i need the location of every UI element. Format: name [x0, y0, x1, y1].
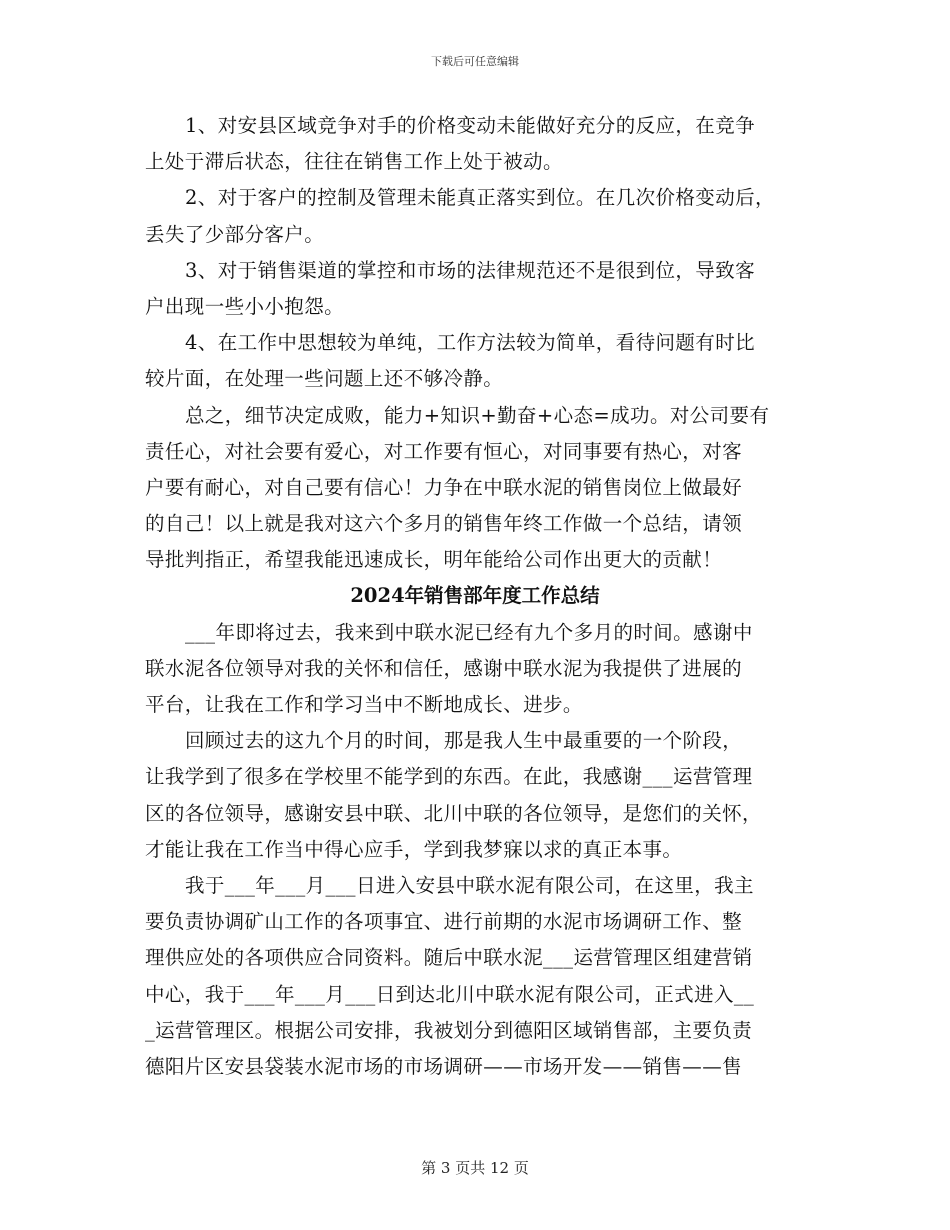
text-line: 导批判指正，希望我能迅速成长，明年能给公司作出更大的贡献！: [145, 548, 723, 572]
text-line: 丢失了少部分客户。: [145, 222, 325, 246]
text-line: 我于___年___月___日进入安县中联水泥有限公司，在这里，我主: [185, 873, 754, 897]
section-title: 2024年销售部年度工作总结: [350, 584, 600, 608]
page-header: 下载后可任意编辑: [431, 55, 519, 68]
text-line: 上处于滞后状态，往往在销售工作上处于被动。: [145, 150, 563, 174]
text-line: 让我学到了很多在学校里不能学到的东西。在此，我感谢___运营管理: [145, 765, 753, 789]
text-line: 户要有耐心，对自己要有信心！力争在中联水泥的销售岗位上做最好: [145, 475, 743, 499]
text-line: ___年即将过去，我来到中联水泥已经有九个多月的时间。感谢中: [185, 620, 753, 644]
text-line: 责任心，对社会要有爱心，对工作要有恒心，对同事要有热心，对客: [145, 439, 743, 463]
text-line: 2、对于客户的控制及管理未能真正落实到位。在几次价格变动后，: [185, 186, 775, 210]
text-line: 才能让我在工作当中得心应手，学到我梦寐以求的真正本事。: [145, 837, 683, 861]
text-line: 3、对于销售渠道的掌控和市场的法律规范还不是很到位，导致客: [185, 258, 756, 282]
text-line: 1、对安县区域竞争对手的价格变动未能做好充分的反应，在竞争: [185, 114, 756, 137]
text-line: 4、在工作中思想较为单纯，工作方法较为简单，看待问题有时比: [185, 331, 756, 355]
document-body: [145, 108, 805, 1085]
text-line: 平台，让我在工作和学习当中不断地成长、进步。: [145, 693, 583, 716]
text-line: 回顾过去的这九个月的时间，那是我人生中最重要的一个阶段，: [185, 729, 743, 753]
page-footer: 第 3 页共 12 页: [421, 1159, 529, 1177]
text-line: 联水泥各位领导对我的关怀和信任，感谢中联水泥为我提供了进展的: [145, 656, 743, 680]
text-line: 德阳片区安县袋装水泥市场的市场调研——市场开发——销售——售: [145, 1054, 743, 1078]
text-line: 中心，我于___年___月___日到达北川中联水泥有限公司，正式进入__: [145, 982, 755, 1006]
text-line: 理供应处的各项供应合同资料。随后中联水泥___运营管理区组建营销: [145, 946, 753, 970]
text-line: 要负责协调矿山工作的各项事宜、进行前期的水泥市场调研工作、整: [145, 910, 743, 934]
text-line: 的自己！以上就是我对这六个多月的销售年终工作做一个总结，请领: [145, 512, 743, 536]
text-line: 区的各位领导，感谢安县中联、北川中联的各位领导，是您们的关怀，: [145, 801, 762, 825]
text-line: 较片面，在处理一些问题上还不够冷静。: [145, 367, 504, 391]
text-line: 户出现一些小小抱怨。: [145, 294, 345, 318]
text-line: _运营管理区。根据公司安排，我被划分到德阳区域销售部，主要负责: [145, 1018, 753, 1042]
text-line: 总之，细节决定成败，能力+知识+勤奋+心态=成功。对公司要有: [185, 403, 770, 427]
